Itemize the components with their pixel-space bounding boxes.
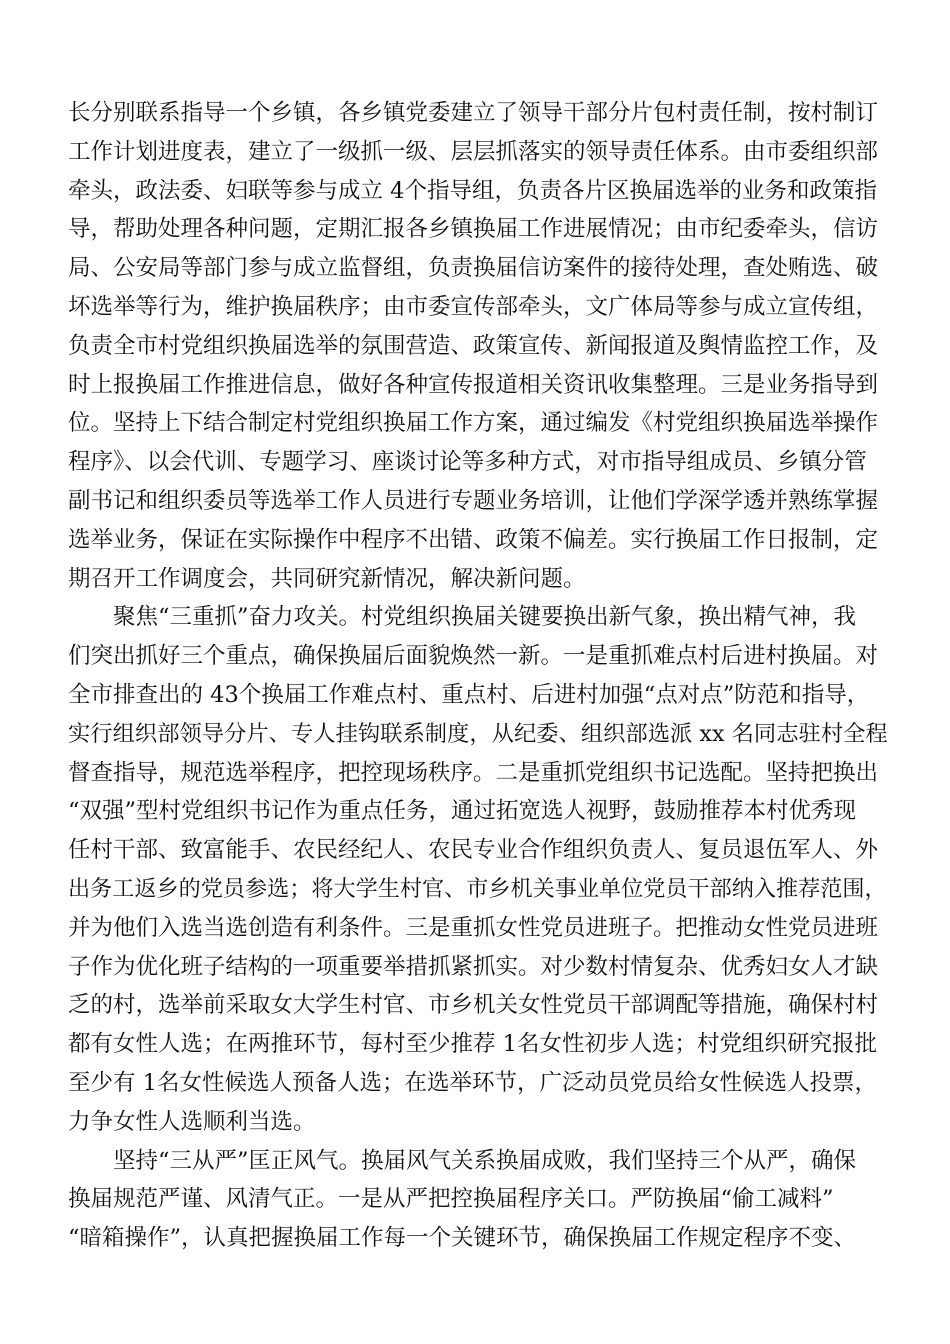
text-line: 并为他们入选当选创造有利条件。三是重抓女性党员进班子。把推动女性党员进班 [68,914,879,941]
paragraph-2 [68,598,888,1141]
text-line: 子作为优化班子结构的一项重要举措抓紧抓实。对少数村情复杂、优秀妇女人才缺 [68,953,879,980]
text-line: 期召开工作调度会，共同研究新情况，解决新问题。 [68,565,586,592]
text-line: 实行组织部领导分片、专人挂钩联系制度，从纪委、组织部选派 xx 名同志驻村全程 [68,720,888,747]
text-line: 副书记和组织委员等选举工作人员进行专题业务培训，让他们学深学透并熟练掌握 [68,487,879,514]
text-line: 时上报换届工作推进信息，做好各种宣传报道相关资讯收集整理。三是业务指导到 [68,371,879,398]
text-line: 位。坚持上下结合制定村党组织换届工作方案，通过编发《村党组织换届选举操作 [68,410,879,437]
text-line: “双强”型村党组织书记作为重点任务，通过拓宽选人视野，鼓励推荐本村优秀现 [68,798,857,825]
paragraph-1 [68,94,888,598]
text-line: 导，帮助处理各种问题，定期汇报各乡镇换届工作进展情况；由市纪委牵头，信访 [68,216,879,243]
text-line: 坚持“三从严”匡正风气。换届风气关系换届成败，我们坚持三个从严，确保 [113,1147,857,1174]
text-line: 牵头，政法委、妇联等参与成立 4个指导组，负责各片区换届选举的业务和政策指 [68,177,877,204]
text-line: 聚焦“三重抓”奋力攻关。村党组织换届关键要换出新气象，换出精气神，我 [113,604,857,631]
text-line: 任村干部、致富能手、农民经纪人、农民专业合作组织负责人、复员退伍军人、外 [68,837,879,864]
text-line: 换届规范严谨、风清气正。一是从严把控换届程序关口。严防换届“偷工减料” [68,1186,834,1213]
document-page [68,94,888,1258]
text-line: 选举业务，保证在实际操作中程序不出错、政策不偏差。实行换届工作日报制，定 [68,526,879,553]
text-line: 们突出抓好三个重点，确保换届后面貌焕然一新。一是重抓难点村后进村换届。对 [68,643,879,670]
text-line: 都有女性人选；在两推环节，每村至少推荐 1名女性初步人选；村党组织研究报批 [68,1031,877,1058]
text-line: 出务工返乡的党员参选；将大学生村官、市乡机关事业单位党员干部纳入推荐范围， [68,875,887,902]
text-line: 督查指导，规范选举程序，把控现场秩序。二是重抓党组织书记选配。坚持把换出 [68,759,879,786]
text-line: 力争女性人选顺利当选。 [68,1108,316,1135]
text-line: 全市排查出的 43个换届工作难点村、重点村、后进村加强“点对点”防范和指导， [68,681,870,708]
text-line: 乏的村，选举前采取女大学生村官、市乡机关女性党员干部调配等措施，确保村村 [68,992,879,1019]
paragraph-3 [68,1142,888,1258]
text-line: 长分别联系指导一个乡镇，各乡镇党委建立了领导干部分片包村责任制，按村制订 [68,100,879,126]
text-line: 工作计划进度表，建立了一级抓一级、层层抓落实的领导责任体系。由市委组织部 [68,138,879,165]
text-line: 坏选举等行为，维护换届秩序；由市委宣传部牵头，文广体局等参与成立宣传组， [68,293,879,320]
text-line: 局、公安局等部门参与成立监督组，负责换届信访案件的接待处理，查处贿选、破 [68,255,879,282]
text-line: 负责全市村党组织换届选举的氛围营造、政策宣传、新闻报道及舆情监控工作，及 [68,332,879,359]
text-line: 至少有 1名女性候选人预备人选；在选举环节，广泛动员党员给女性候选人投票， [68,1069,877,1096]
text-line: 程序》、以会代训、专题学习、座谈讨论等多种方式，对市指导组成员、乡镇分管 [68,449,867,476]
text-line: “暗箱操作”，认真把握换届工作每一个关键环节，确保换届工作规定程序不变、 [68,1225,857,1252]
